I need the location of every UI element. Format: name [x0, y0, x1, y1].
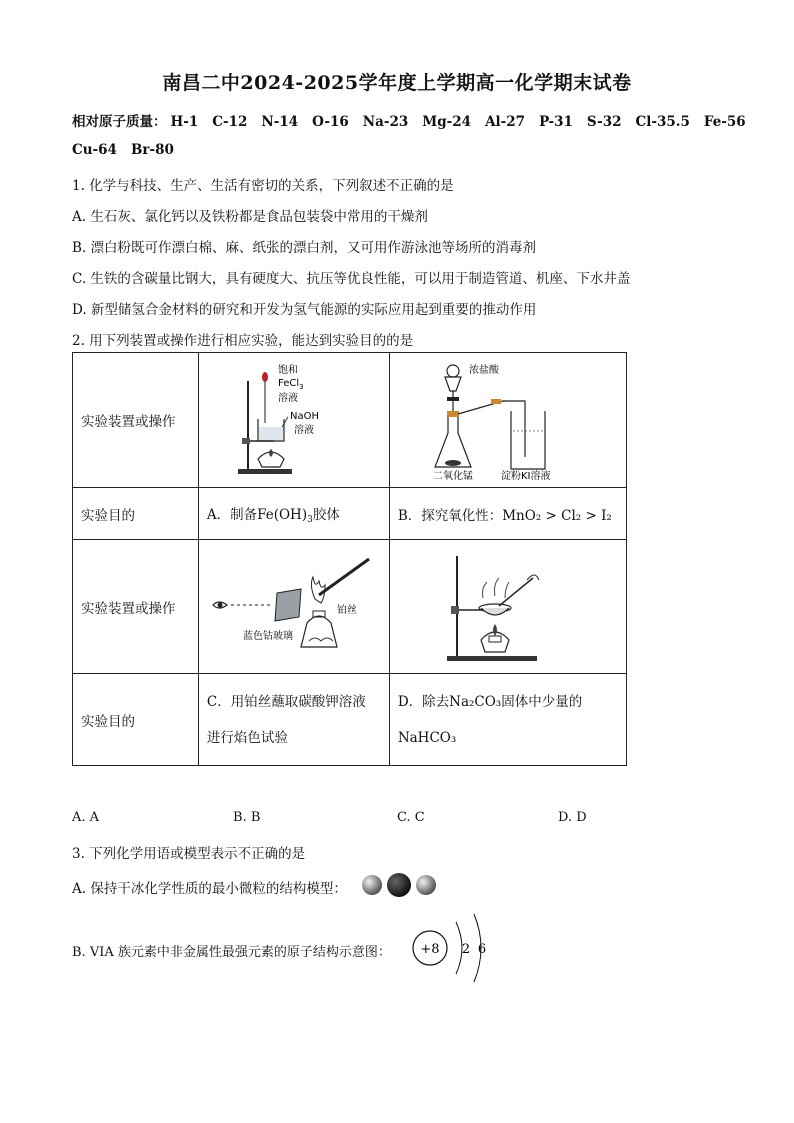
- mass-item: C-12: [212, 114, 248, 130]
- mass-item: Fe-56: [703, 114, 746, 130]
- figa-label-2: [278, 378, 304, 391]
- mass-item: Mg-24: [422, 114, 472, 130]
- figa-fecl-sub: 3: [298, 383, 304, 391]
- atomic-masses-line-2: [72, 142, 188, 158]
- table-row: [73, 674, 627, 766]
- mass-item: P-31: [539, 114, 573, 130]
- figure-c-cell: [198, 540, 389, 674]
- oxygen-atom-ball: [362, 875, 382, 895]
- q3-option-b-text: B. VIA 族元素中非金属性最强元素的原子结构示意图：: [72, 945, 391, 960]
- figb-label-2: 二氧化锰: [432, 471, 473, 481]
- goal-d-suffix: 固体中少量的: [501, 693, 583, 710]
- mass-item: Al-27: [485, 114, 526, 130]
- q3-option-b: [72, 941, 391, 960]
- goal-b-formula: MnO₂ > Cl₂ > I₂: [502, 507, 612, 524]
- q2-stem: 2. 用下列装置或操作进行相应实验，能达到实验目的的是: [72, 333, 414, 349]
- q2-option-a: A. A: [72, 810, 100, 825]
- masses-label: 相对原子质量：: [72, 114, 167, 130]
- atomic-structure-diagram: [408, 908, 498, 988]
- q3-option-a: [72, 877, 347, 897]
- figa-label-1: 饱和: [277, 365, 298, 376]
- carbon-atom-ball: [387, 873, 411, 897]
- goal-b-prefix: B．探究氧化性：: [397, 507, 503, 524]
- table-row: [73, 540, 627, 674]
- q2-option-c: C. C: [397, 810, 425, 825]
- heating-apparatus-figure: [443, 548, 573, 666]
- q3-stem: 3. 下列化学用语或模型表示不正确的是: [72, 846, 306, 862]
- goal-a-subscript: 3: [307, 514, 313, 525]
- q1-option-d: D. 新型储氢合金材料的研究和开发为氢气能源的实际应用起到重要的推动作用: [72, 302, 537, 318]
- oxygen-atom-ball: [416, 875, 436, 895]
- atomic-masses-line-1: [72, 110, 760, 130]
- goal-c-line-1: C．用铂丝蘸取碳酸钾溶液: [206, 693, 366, 710]
- goal-a: [198, 488, 389, 540]
- figb-label-1: 浓盐酸: [468, 365, 499, 376]
- goal-d-formula: Na₂CO₃: [449, 693, 502, 710]
- figure-b-cell: [389, 353, 626, 488]
- figa-label-4: NaOH: [289, 411, 319, 422]
- figure-d-cell: [389, 540, 626, 674]
- flame-test-figure: [209, 551, 379, 663]
- mass-item: Br-80: [130, 142, 174, 158]
- mass-item: H-1: [170, 114, 199, 130]
- shell-2-electrons: 6: [477, 942, 487, 957]
- table-row: [73, 488, 627, 540]
- q1-option-b: B. 漂白粉既可作漂白棉、麻、纸张的漂白剂，又可用作游泳池等场所的消毒剂: [72, 240, 537, 256]
- row-label-device: 实验装置或操作: [73, 540, 199, 674]
- goal-d: [389, 674, 626, 766]
- mass-item: Na-23: [362, 114, 409, 130]
- table-row: [73, 353, 627, 488]
- goal-a-prefix: A．制备: [206, 506, 258, 523]
- figa-label-5: 溶液: [293, 425, 314, 436]
- co2-ball-model-figure: [360, 873, 440, 897]
- goal-b: [389, 488, 626, 540]
- row-label-goal: 实验目的: [73, 674, 199, 766]
- q1-option-a: A. 生石灰、氯化钙以及铁粉都是食品包装袋中常用的干燥剂: [72, 209, 428, 225]
- mass-item: O-16: [312, 114, 349, 130]
- chlorine-oxidation-apparatus-figure: [433, 359, 583, 481]
- figc-label-1: 铂丝: [336, 604, 357, 616]
- row-label-device: 实验装置或操作: [73, 353, 199, 488]
- mass-item: Cl-35.5: [635, 114, 690, 130]
- nucleus-charge: +8: [420, 942, 440, 957]
- figure-a-cell: [198, 353, 389, 488]
- goal-a-suffix: 胶体: [312, 506, 340, 523]
- shell-1-electrons: 2: [461, 942, 471, 957]
- q2-option-d: D. D: [558, 810, 587, 825]
- goal-d-line-2: NaHCO₃: [397, 729, 457, 746]
- q1-option-c: C. 生铁的含碳量比钢大，具有硬度大、抗压等优良性能，可以用于制造管道、机座、下水井盖: [72, 271, 631, 287]
- goal-c: [198, 674, 389, 766]
- mass-item: N-14: [261, 114, 299, 130]
- goal-d-line-1: [398, 684, 618, 720]
- eye-icon: [217, 602, 222, 607]
- goal-d-prefix: D．除去: [397, 693, 450, 710]
- experiment-table: [72, 352, 627, 766]
- q3-option-a-text: A. 保持干冰化学性质的最小微粒的结构模型：: [72, 881, 347, 897]
- mass-item: S-32: [586, 114, 622, 130]
- figc-label-2: 蓝色钴玻璃: [242, 630, 293, 642]
- row-label-goal: 实验目的: [73, 488, 199, 540]
- goal-c-line-2: 进行焰色试验: [206, 729, 288, 746]
- q1-stem: 1. 化学与科技、生产、生活有密切的关系，下列叙述不正确的是: [72, 178, 454, 194]
- figa-label-3: 溶液: [277, 393, 298, 404]
- goal-a-formula: Fe(OH): [257, 506, 308, 523]
- mass-item: Cu-64: [72, 142, 117, 158]
- page-title: 南昌二中2024-2025学年度上学期高一化学期末试卷: [162, 72, 632, 94]
- q2-option-b: B. B: [233, 810, 261, 825]
- figb-label-3: 淀粉KI溶液: [500, 471, 551, 481]
- fe-oh3-apparatus-figure: [234, 361, 354, 479]
- figa-fecl-text: FeCl: [277, 378, 299, 389]
